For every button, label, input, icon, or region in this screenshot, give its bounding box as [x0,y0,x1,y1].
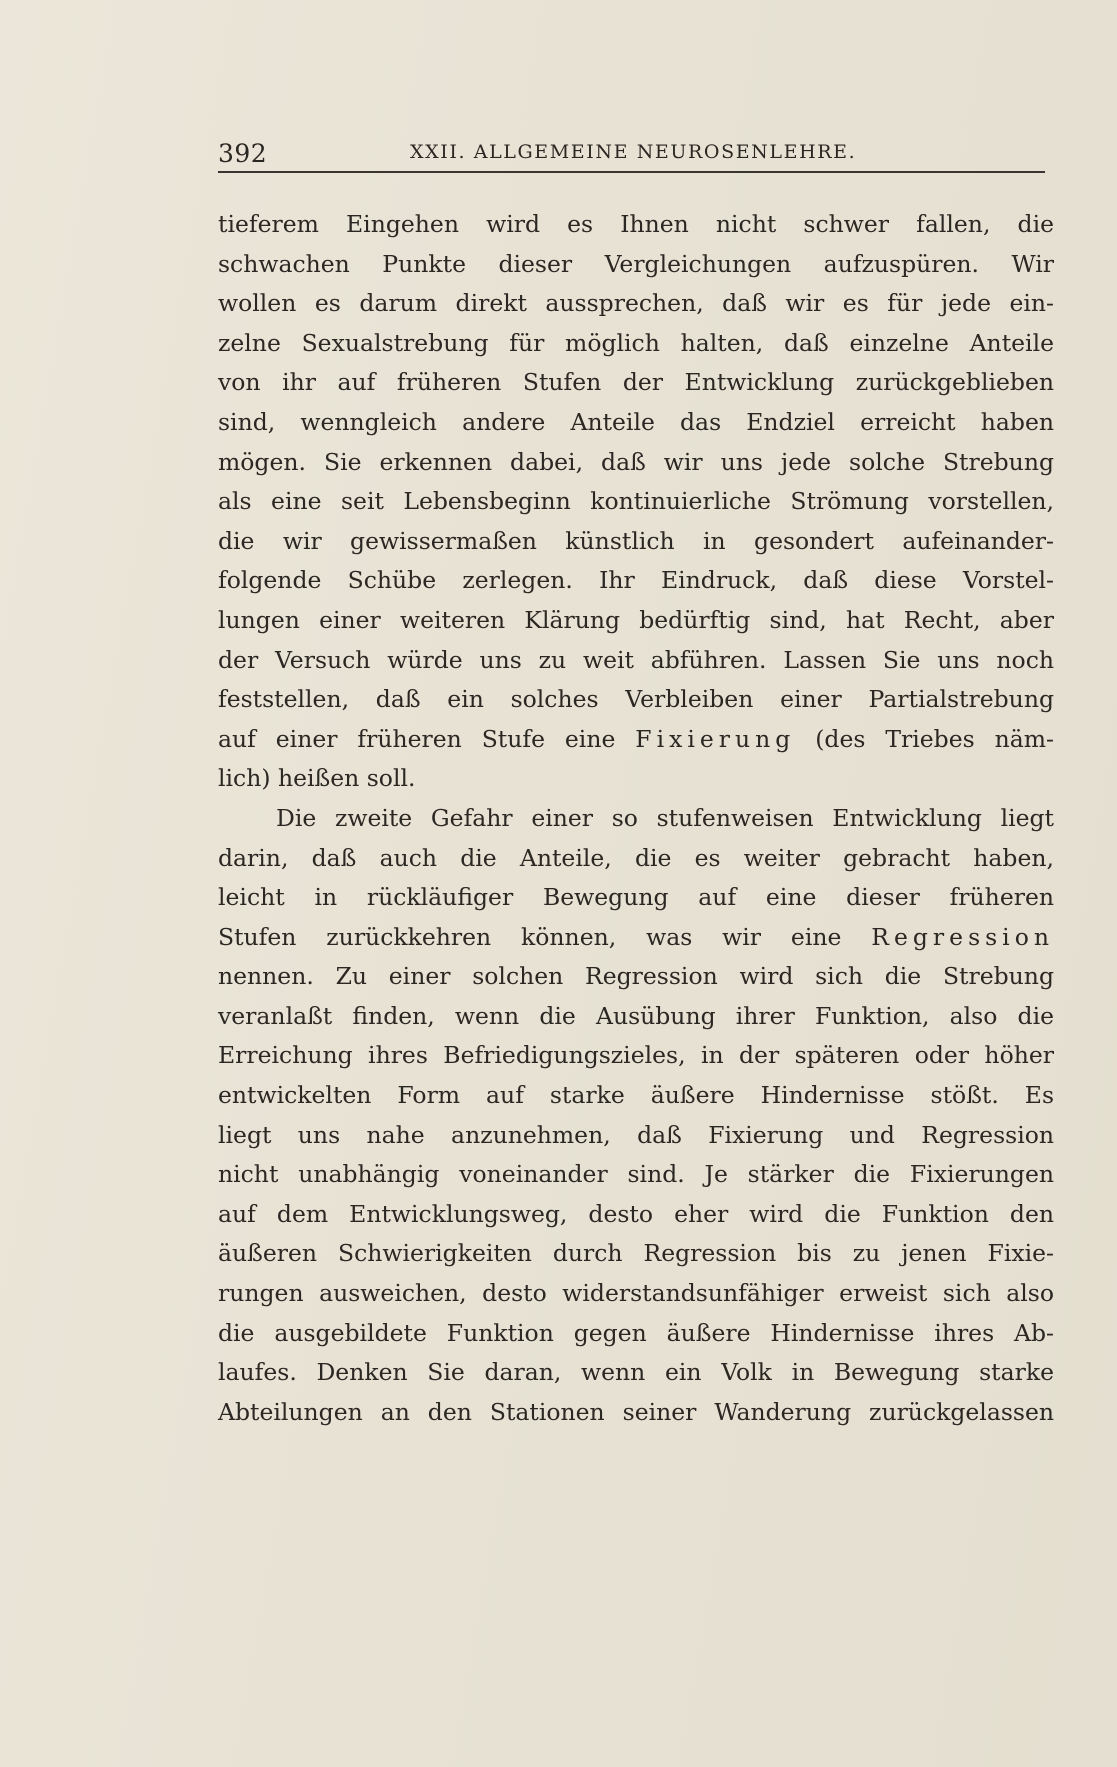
text-line: Abteilungen an den Stationen seiner Wanderung zurückgelassen [218,1397,1054,1426]
text-line: Die zweite Gefahr einer so stufenweisen Entwicklung liegt [276,803,1054,832]
page-header [218,135,1045,175]
text-line: laufes. Denken Sie daran, wenn ein Volk in Bewegung starke [218,1358,1054,1387]
text-line: veranlaßt finden, wenn die Ausübung ihrer Funktion, also die [218,1001,1054,1030]
text-line: als eine seit Lebensbeginn kontinuierliche Strömung vorstellen, [218,487,1054,516]
text-line: auf einer früheren Stufe eine Fixierung (des Triebes näm- [218,724,1054,753]
page-number: 392 [218,139,268,168]
text-line: darin, daß auch die Anteile, die es weiter gebracht haben, [218,843,1054,872]
header-rule [218,171,1045,173]
text-line: der Versuch würde uns zu weit abführen. Lassen Sie uns noch [218,645,1054,674]
text-line: äußeren Schwierigkeiten durch Regression bis zu jenen Fixie- [218,1239,1054,1268]
text-line: die wir gewissermaßen künstlich in gesondert aufeinander- [218,526,1054,555]
text-line: schwachen Punkte dieser Vergleichungen aufzuspüren. Wir [218,249,1054,278]
text-line: mögen. Sie erkennen dabei, daß wir uns jede solche Strebung [218,447,1054,476]
emphasized-term: Fixierung [635,724,796,753]
text-line: leicht in rückläufiger Bewegung auf eine dieser früheren [218,883,1054,912]
text-line: nennen. Zu einer solchen Regression wird sich die Strebung [218,962,1054,991]
text-line: sind, wenngleich andere Anteile das Endziel erreicht haben [218,407,1054,436]
text-line: zelne Sexualstrebung für möglich halten, daß einzelne Anteile [218,328,1054,357]
text-line: nicht unabhängig voneinander sind. Je stärker die Fixierungen [218,1160,1054,1189]
emphasized-term: Regression [871,922,1054,951]
text-line: rungen ausweichen, desto widerstandsunfähiger erweist sich also [218,1279,1054,1308]
text-line: feststellen, daß ein solches Verbleiben einer Partialstrebung [218,685,1054,714]
text-line: lich) heißen soll. [218,764,416,793]
text-line: die ausgebildete Funktion gegen äußere Hindernisse ihres Ab- [218,1318,1054,1347]
text-line: von ihr auf früheren Stufen der Entwicklung zurückgeblieben [218,368,1054,397]
text-line: wollen es darum direkt aussprechen, daß wir es für jede ein- [218,289,1054,318]
text-line: lungen einer weiteren Klärung bedürftig sind, hat Recht, aber [218,605,1054,634]
text-line: Erreichung ihres Befriedigungszieles, in der späteren oder höher [218,1041,1054,1070]
running-head: XXII. ALLGEMEINE NEUROSENLEHRE. [410,141,857,163]
text-line: tieferem Eingehen wird es Ihnen nicht schwer fallen, die [218,210,1054,238]
body-text [218,205,1054,1432]
text-line: Stufen zurückkehren können, was wir eine Regression [218,922,1054,951]
text-line: liegt uns nahe anzunehmen, daß Fixierung und Regression [218,1120,1054,1149]
text-line: entwickelten Form auf starke äußere Hindernisse stößt. Es [218,1081,1054,1110]
text-line: folgende Schübe zerlegen. Ihr Eindruck, daß diese Vorstel- [218,566,1054,595]
text-line: auf dem Entwicklungsweg, desto eher wird die Funktion den [218,1199,1054,1228]
